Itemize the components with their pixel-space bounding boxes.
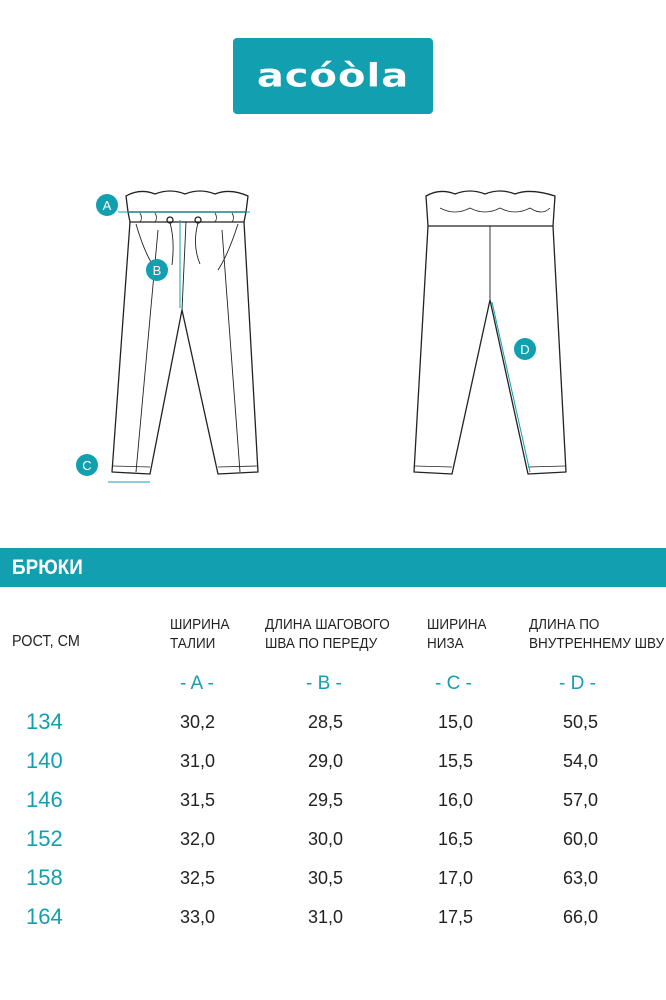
marker-d xyxy=(514,338,536,360)
height-value: 164 xyxy=(26,904,63,929)
hem-width: 15,0 xyxy=(438,712,474,732)
col-code-b: - B - xyxy=(306,673,342,694)
svg-text:B: B xyxy=(152,263,162,278)
col-header-c: ШИРИНА НИЗА xyxy=(427,616,487,652)
marker-c xyxy=(76,454,98,476)
marker-a xyxy=(96,194,118,216)
marker-b xyxy=(146,259,168,281)
height-value: 140 xyxy=(26,748,63,773)
front-rise: 30,5 xyxy=(308,868,344,888)
col-header-d: ДЛИНА ПО ВНУТРЕННЕМУ ШВУ xyxy=(529,616,665,652)
brand-logo xyxy=(233,38,433,114)
section-title-bar xyxy=(0,548,666,587)
waist-width: 33,0 xyxy=(180,907,216,927)
height-value: 158 xyxy=(26,865,63,890)
pants-front-view xyxy=(108,191,258,482)
inseam-length: 63,0 xyxy=(563,868,599,888)
front-rise: 29,0 xyxy=(308,751,344,771)
height-value: 152 xyxy=(26,826,63,851)
logo-text: acóòla xyxy=(256,57,410,95)
inseam-length: 54,0 xyxy=(563,751,599,771)
svg-text:C: C xyxy=(82,458,92,473)
col-code-d: - D - xyxy=(559,673,596,694)
col-header-a: ШИРИНА ТАЛИИ xyxy=(170,616,230,652)
hem-width: 17,5 xyxy=(438,907,474,927)
front-rise: 30,0 xyxy=(308,829,344,849)
waist-width: 32,0 xyxy=(180,829,216,849)
pants-technical-drawing xyxy=(0,160,666,500)
hem-width: 15,5 xyxy=(438,751,474,771)
hem-width: 16,0 xyxy=(438,790,474,810)
inseam-length: 60,0 xyxy=(563,829,599,849)
height-value: 146 xyxy=(26,787,63,812)
inseam-length: 50,5 xyxy=(563,712,599,732)
col-code-c: - C - xyxy=(435,673,472,694)
front-rise: 29,5 xyxy=(308,790,344,810)
hem-width: 17,0 xyxy=(438,868,474,888)
front-rise: 31,0 xyxy=(308,907,344,927)
svg-text:D: D xyxy=(520,342,530,357)
pants-back-view xyxy=(414,191,566,474)
waist-width: 30,2 xyxy=(180,712,216,732)
inseam-length: 57,0 xyxy=(563,790,599,810)
waist-width: 32,5 xyxy=(180,868,216,888)
front-rise: 28,5 xyxy=(308,712,344,732)
waist-width: 31,5 xyxy=(180,790,216,810)
height-value: 134 xyxy=(26,709,63,734)
svg-text:A: A xyxy=(102,198,112,213)
row-header: РОСТ, СМ xyxy=(12,633,80,650)
hem-width: 16,5 xyxy=(438,829,474,849)
col-header-b: ДЛИНА ШАГОВОГО ШВА ПО ПЕРЕДУ xyxy=(265,616,390,652)
section-title: БРЮКИ xyxy=(12,555,83,579)
col-code-a: - A - xyxy=(180,673,214,694)
waist-width: 31,0 xyxy=(180,751,216,771)
inseam-length: 66,0 xyxy=(563,907,599,927)
